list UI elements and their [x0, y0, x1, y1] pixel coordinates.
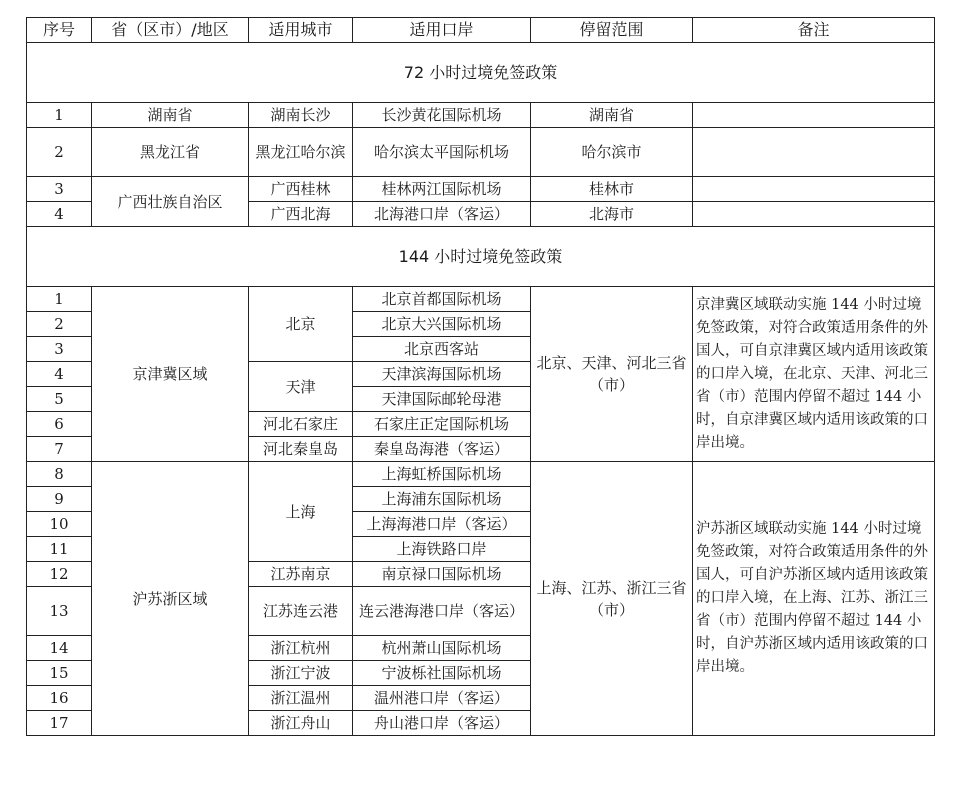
cell-no: 3 — [27, 337, 92, 362]
cell-no: 17 — [27, 711, 92, 736]
cell-city: 北京 — [249, 287, 353, 362]
cell-no: 5 — [27, 387, 92, 412]
cell-range: 哈尔滨市 — [531, 128, 693, 177]
cell-no: 14 — [27, 636, 92, 661]
table-row — [27, 177, 935, 202]
cell-no: 11 — [27, 537, 92, 562]
cell-note-empty — [693, 128, 935, 177]
cell-no: 1 — [27, 287, 92, 312]
cell-province: 黑龙江省 — [92, 128, 249, 177]
cell-port: 北京首都国际机场 — [353, 287, 531, 312]
cell-range: 桂林市 — [531, 177, 693, 202]
cell-port: 天津滨海国际机场 — [353, 362, 531, 387]
cell-port: 南京禄口国际机场 — [353, 562, 531, 587]
cell-port: 石家庄正定国际机场 — [353, 412, 531, 437]
cell-port: 秦皇岛海港（客运） — [353, 437, 531, 462]
cell-port: 北海港口岸（客运） — [353, 202, 531, 227]
cell-city: 天津 — [249, 362, 353, 412]
cell-no: 6 — [27, 412, 92, 437]
section-72-row — [27, 43, 935, 103]
cell-no: 13 — [27, 587, 92, 636]
header-no: 序号 — [27, 18, 92, 43]
cell-range-hsz: 上海、江苏、浙江三省（市） — [531, 462, 693, 736]
cell-province: 广西壮族自治区 — [92, 177, 249, 227]
cell-region-jjj: 京津冀区域 — [92, 287, 249, 462]
cell-port: 宁波栎社国际机场 — [353, 661, 531, 686]
table-row — [27, 103, 935, 128]
cell-no: 16 — [27, 686, 92, 711]
cell-no: 12 — [27, 562, 92, 587]
cell-port: 上海虹桥国际机场 — [353, 462, 531, 487]
cell-no: 1 — [27, 103, 92, 128]
cell-city: 浙江温州 — [249, 686, 353, 711]
header-port: 适用口岸 — [353, 18, 531, 43]
cell-port: 上海浦东国际机场 — [353, 487, 531, 512]
section-72-title: 72 小时过境免签政策 — [27, 43, 935, 103]
header-province: 省（区市）/地区 — [92, 18, 249, 43]
cell-city: 湖南长沙 — [249, 103, 353, 128]
cell-no: 2 — [27, 312, 92, 337]
section-144-row — [27, 227, 935, 287]
cell-note-empty — [693, 202, 935, 227]
header-row — [27, 18, 935, 43]
cell-no: 15 — [27, 661, 92, 686]
cell-city: 浙江宁波 — [249, 661, 353, 686]
cell-no: 4 — [27, 202, 92, 227]
header-note: 备注 — [693, 18, 935, 43]
cell-port: 温州港口岸（客运） — [353, 686, 531, 711]
cell-province: 湖南省 — [92, 103, 249, 128]
cell-port: 连云港海港口岸（客运） — [353, 587, 531, 636]
visa-free-policy-table — [26, 17, 935, 736]
cell-no: 4 — [27, 362, 92, 387]
cell-city: 河北秦皇岛 — [249, 437, 353, 462]
cell-note-empty — [693, 177, 935, 202]
cell-port: 长沙黄花国际机场 — [353, 103, 531, 128]
cell-city: 浙江杭州 — [249, 636, 353, 661]
cell-city: 黑龙江哈尔滨 — [249, 128, 353, 177]
table-row — [27, 128, 935, 177]
cell-city: 上海 — [249, 462, 353, 562]
section-144-title: 144 小时过境免签政策 — [27, 227, 935, 287]
table-row — [27, 462, 935, 487]
cell-note-empty — [693, 103, 935, 128]
cell-city: 广西桂林 — [249, 177, 353, 202]
cell-port: 上海铁路口岸 — [353, 537, 531, 562]
header-range: 停留范围 — [531, 18, 693, 43]
cell-port: 哈尔滨太平国际机场 — [353, 128, 531, 177]
cell-port: 北京西客站 — [353, 337, 531, 362]
cell-city: 浙江舟山 — [249, 711, 353, 736]
cell-no: 8 — [27, 462, 92, 487]
table-row — [27, 287, 935, 312]
cell-no: 2 — [27, 128, 92, 177]
header-city: 适用城市 — [249, 18, 353, 43]
policy-table-container — [26, 17, 934, 736]
cell-region-hsz: 沪苏浙区域 — [92, 462, 249, 736]
cell-city: 河北石家庄 — [249, 412, 353, 437]
cell-no: 7 — [27, 437, 92, 462]
cell-range-jjj: 北京、天津、河北三省（市） — [531, 287, 693, 462]
cell-no: 9 — [27, 487, 92, 512]
cell-port: 北京大兴国际机场 — [353, 312, 531, 337]
cell-range: 湖南省 — [531, 103, 693, 128]
cell-no: 3 — [27, 177, 92, 202]
cell-port: 桂林两江国际机场 — [353, 177, 531, 202]
cell-range: 北海市 — [531, 202, 693, 227]
cell-no: 10 — [27, 512, 92, 537]
cell-city: 江苏南京 — [249, 562, 353, 587]
cell-city: 广西北海 — [249, 202, 353, 227]
cell-city: 江苏连云港 — [249, 587, 353, 636]
cell-port: 舟山港口岸（客运） — [353, 711, 531, 736]
cell-note-hsz: 沪苏浙区域联动实施 144 小时过境免签政策，对符合政策适用条件的外国人，可自沪苏浙区域内适用该政策的口岸入境，在上海、江苏、浙江三省（市）范围内停留不超过 144 小时，自沪苏浙区域内适用该政策的口岸出境。 — [693, 462, 935, 736]
cell-port: 杭州萧山国际机场 — [353, 636, 531, 661]
cell-port: 天津国际邮轮母港 — [353, 387, 531, 412]
cell-note-jjj: 京津冀区域联动实施 144 小时过境免签政策，对符合政策适用条件的外国人，可自京津冀区域内适用该政策的口岸入境，在北京、天津、河北三省（市）范围内停留不超过 144 小时，自京津冀区域内适用该政策的口岸出境。 — [693, 287, 935, 462]
cell-port: 上海海港口岸（客运） — [353, 512, 531, 537]
